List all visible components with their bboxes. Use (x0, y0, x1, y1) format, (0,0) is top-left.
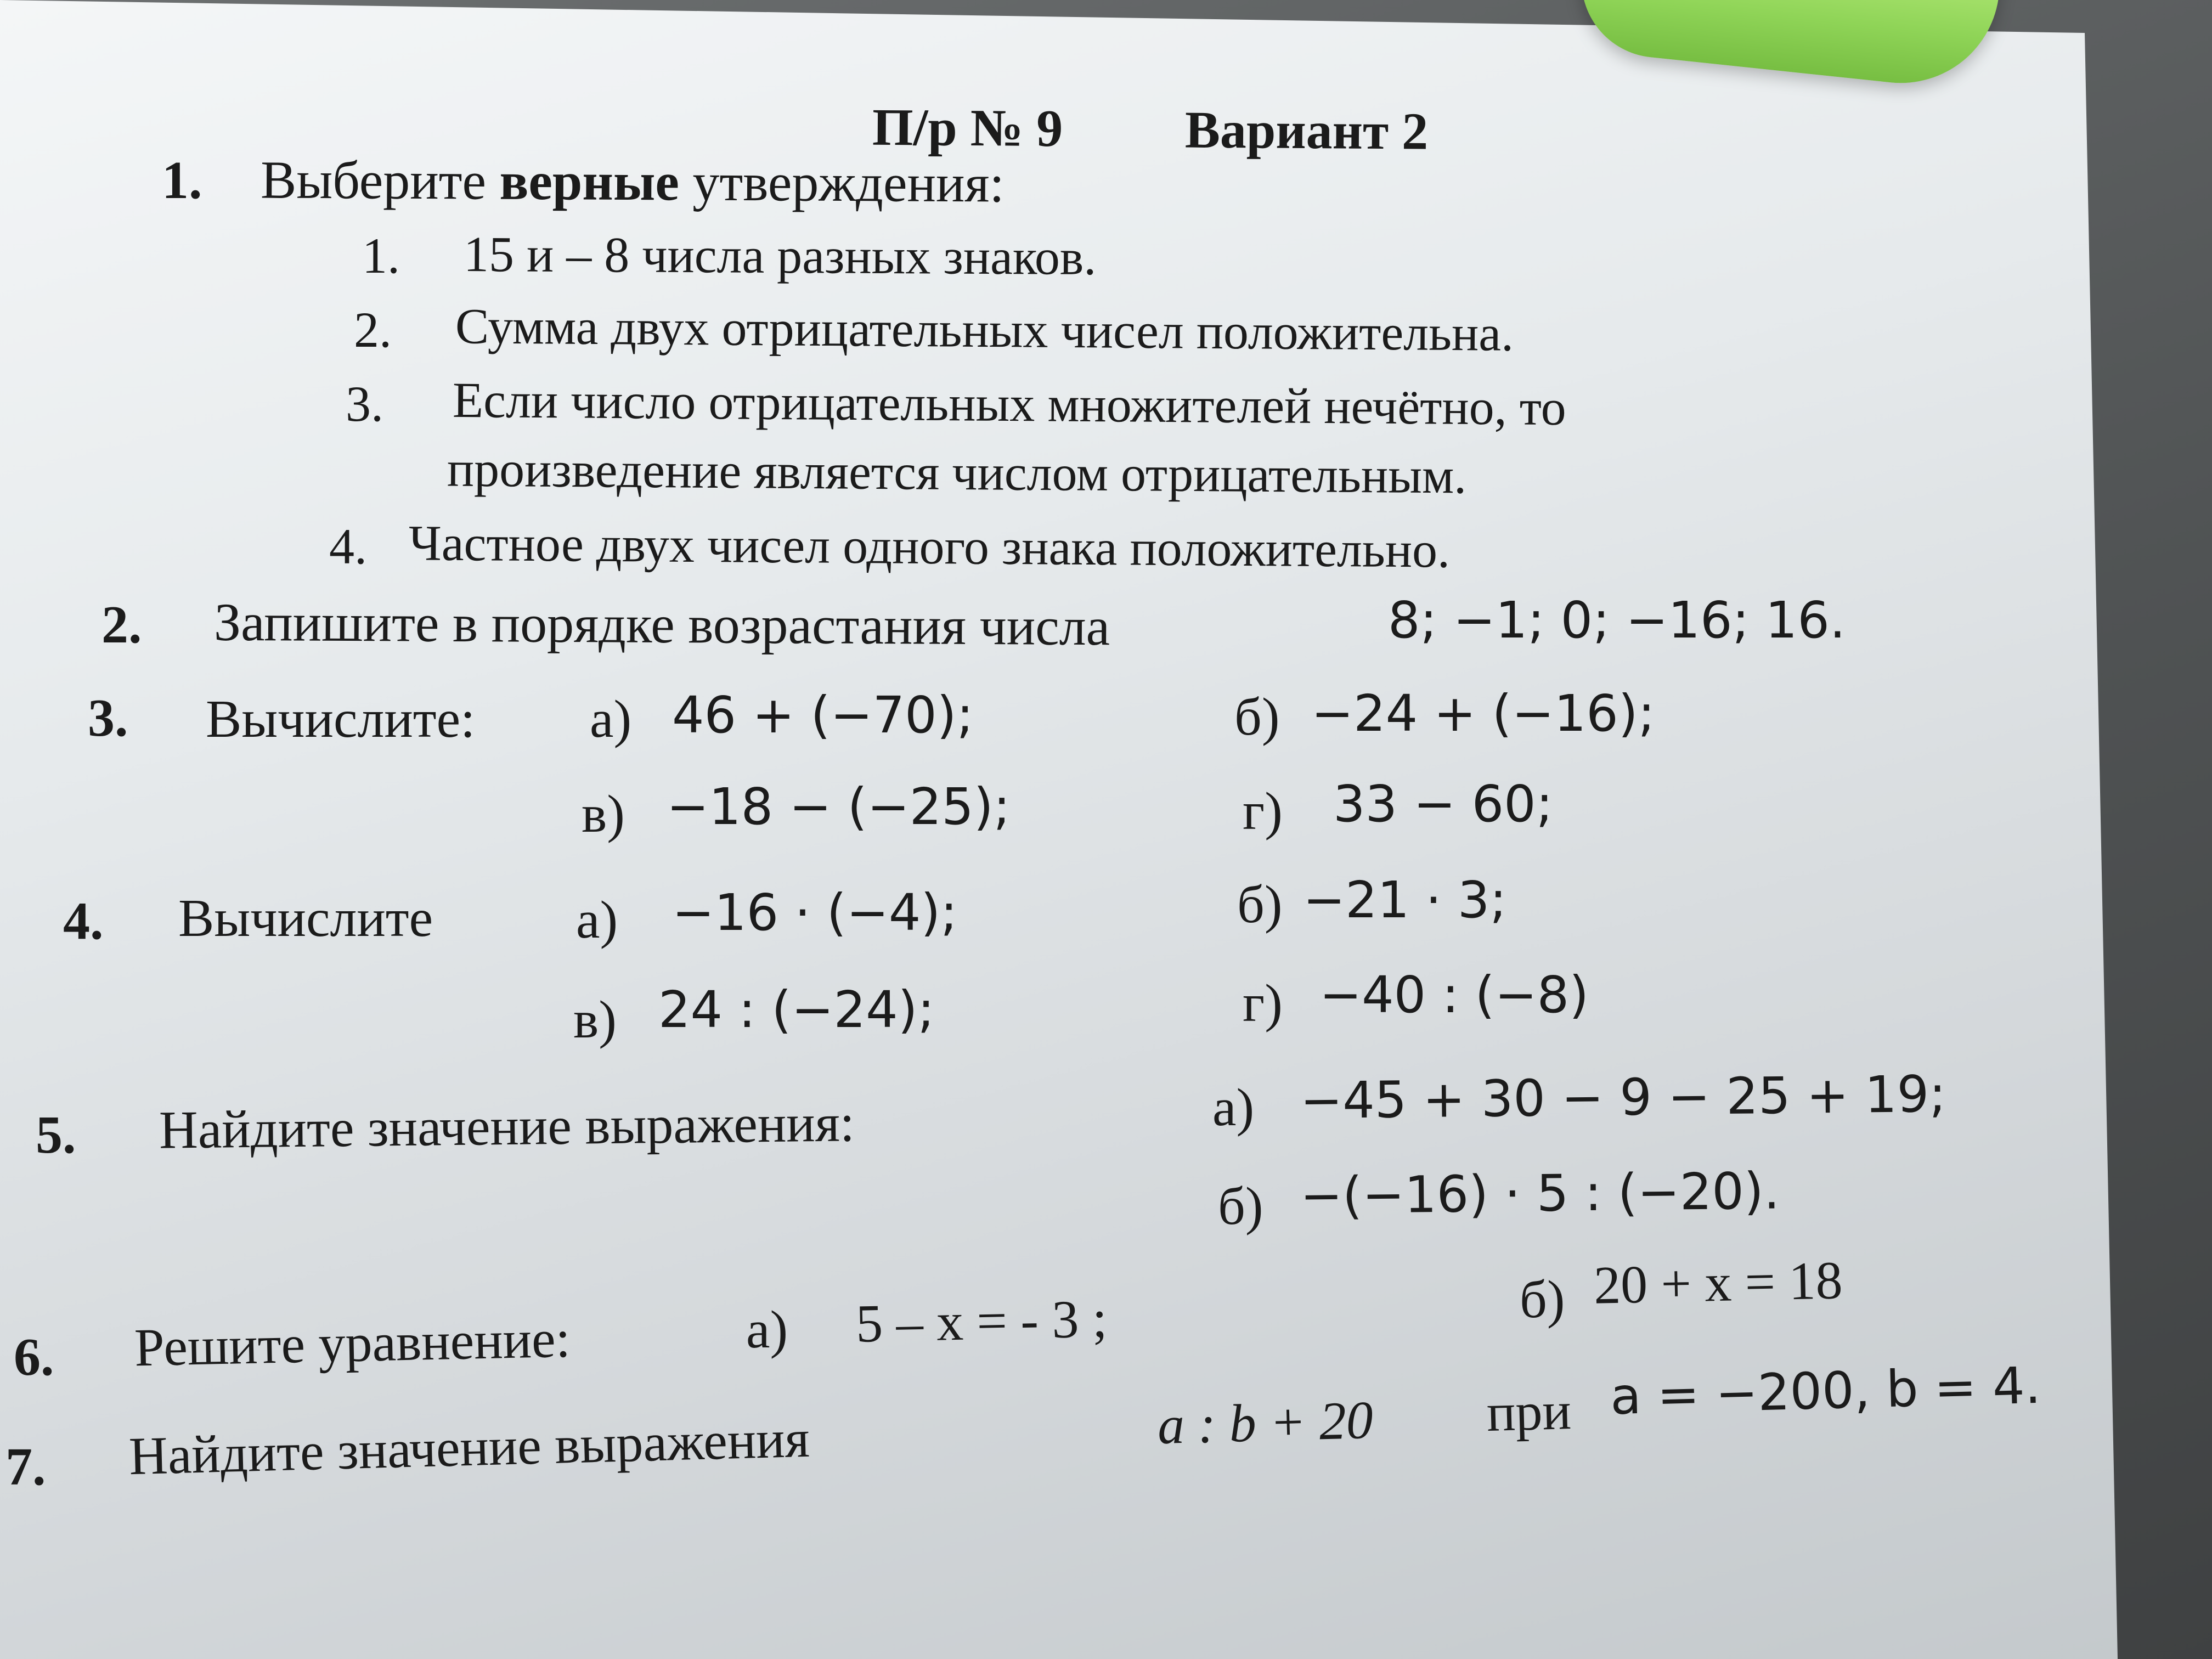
statement-2-text: Сумма двух отрицательных чисел положительна. (455, 298, 1514, 362)
task-7-condition: a = −200, b = 4. (1609, 1356, 2042, 1426)
task-4v-expr: 24 : (−24); (658, 980, 935, 1039)
task-6a-expr: 5 – х = - 3 ; (855, 1289, 1108, 1354)
statement-3-continuation: произведение является числом отрицательным. (447, 441, 1467, 504)
task-4a-expr: −16 · (−4); (672, 883, 958, 942)
task-4g-expr: −40 : (−8) (1319, 966, 1589, 1024)
task-4-number: 4. (63, 891, 104, 951)
task-1-text (260, 150, 1005, 214)
task-1-bold-word: верные (499, 151, 680, 212)
task-4-text: Вычислите (178, 889, 433, 948)
task-3v-expr: −18 − (−25); (667, 777, 1011, 836)
statement-1-text: 15 и – 8 числа разных знаков. (463, 225, 1097, 286)
task-3b-expr: −24 + (−16); (1311, 684, 1655, 743)
statement-3-text: Если число отрицательных множителей нечётно, то (452, 371, 1567, 436)
task-3a-label: а) (590, 690, 632, 749)
task-2-numbers: 8; −1; 0; −16; 16. (1388, 591, 1846, 650)
task-3-number: 3. (88, 689, 128, 748)
task-4v-label: в) (573, 990, 617, 1049)
task-5b-label: б) (1218, 1177, 1263, 1236)
task-3-text: Вычислите: (206, 690, 476, 749)
statement-3-number: 3. (346, 376, 383, 432)
task-3g-expr: 33 − 60; (1333, 775, 1553, 833)
task-5-text: Найдите значение выражения: (159, 1093, 855, 1160)
task-3a-expr: 46 + (−70); (672, 686, 974, 744)
task-5-number: 5. (36, 1105, 76, 1165)
task-4a-label: а) (576, 890, 618, 950)
task-4b-expr: −21 · 3; (1303, 871, 1507, 929)
task-7-text: Найдите значение выражения (128, 1409, 810, 1487)
task-2-number: 2. (101, 595, 142, 654)
task-5b-expr: −(−16) · 5 : (−20). (1300, 1161, 1780, 1226)
task-7-number: 7. (5, 1437, 46, 1497)
task-6-number: 6. (14, 1328, 54, 1387)
task-3g-label: г) (1243, 782, 1283, 841)
task-5a-label: а) (1212, 1078, 1255, 1137)
task-4b-label: б) (1237, 875, 1283, 934)
task-6b-expr: 20 + х = 18 (1593, 1251, 1843, 1316)
statement-4-number: 4. (329, 518, 367, 574)
task-1-prefix: Выберите (260, 150, 500, 211)
task-3b-label: б) (1234, 687, 1280, 747)
task-1-suffix: утверждения: (679, 153, 1005, 214)
task-6-text: Решите уравнение: (133, 1309, 571, 1378)
task-2-text: Запишите в порядке возрастания числа (213, 592, 1110, 657)
statement-1-number: 1. (362, 228, 400, 284)
task-7-expr: a : b + 20 (1156, 1390, 1374, 1456)
task-5a-expr: −45 + 30 − 9 − 25 + 19; (1300, 1064, 1946, 1131)
variant-label: Вариант 2 (1184, 100, 1429, 161)
task-7-condition-word: при (1486, 1381, 1572, 1443)
worksheet-title: П/р № 9 (872, 97, 1063, 158)
task-6b-label: б) (1520, 1270, 1565, 1329)
statement-4-text: Частное двух чисел одного знака положительно. (408, 515, 1451, 578)
task-3v-label: в) (582, 785, 625, 844)
task-6a-label: а) (746, 1300, 788, 1359)
statement-2-number: 2. (354, 302, 392, 358)
task-1-number: 1. (162, 151, 202, 210)
task-4g-label: г) (1243, 974, 1283, 1033)
